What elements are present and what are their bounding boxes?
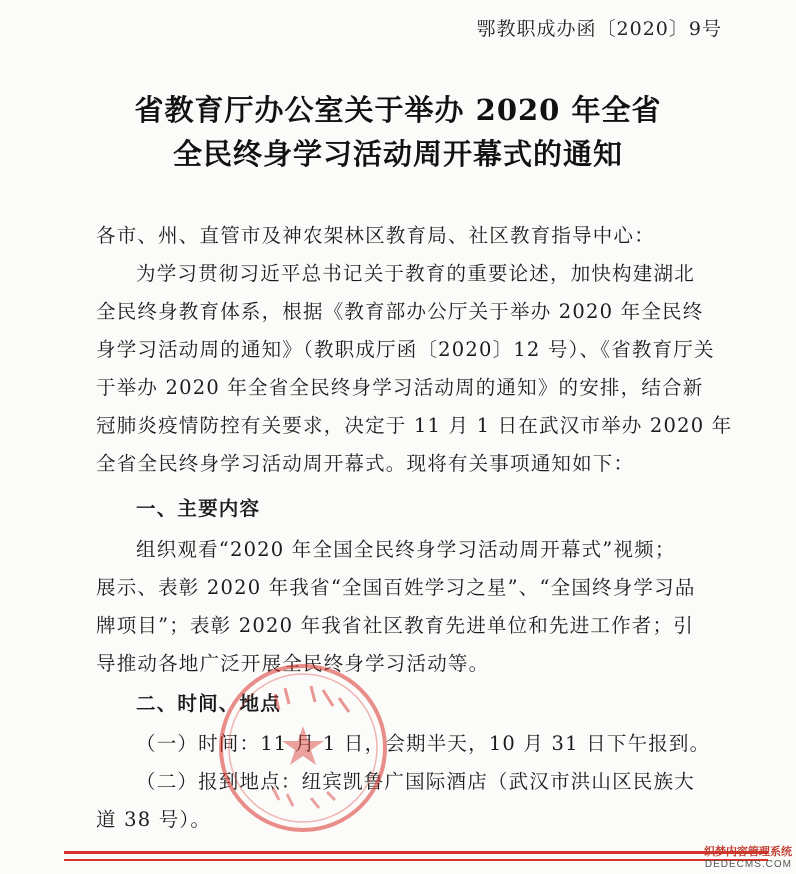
body-line: 全省全民终身学习活动周开幕式。现将有关事项通知如下：: [96, 452, 635, 475]
site-watermark: [674, 846, 792, 870]
body-line: 展示、表彰 2020 年我省“全国百姓学习之星”、“全国终身学习品: [96, 576, 696, 599]
body-line: 全民终身教育体系，根据《教育部办公厅关于举办 2020 年全民终: [96, 300, 704, 323]
body-line-time: （一）时间：11 月 1 日，会期半天，10 月 31 日下午报到。: [136, 732, 711, 755]
watermark-cn-text: 织梦内容管理系统: [704, 845, 792, 858]
document-title-line-1: 省教育厅办公室关于举办 2020 年全省: [134, 93, 662, 127]
body-line: 组织观看“2020 年全国全民终身学习活动周开幕式”视频；: [136, 538, 676, 561]
section-heading-time-place: 二、时间、地点: [136, 692, 281, 715]
salutation: 各市、州、直管市及神农架林区教育局、社区教育指导中心：: [96, 224, 655, 247]
section-heading-main-content: 一、主要内容: [136, 497, 261, 520]
body-line: 道 38 号）。: [96, 808, 212, 831]
body-line: 身学习活动周的通知》（教职成厅函〔2020〕12 号）、《省教育厅关: [96, 338, 715, 361]
body-line-location: （二）报到地点：纽宾凯鲁广国际酒店（武汉市洪山区民族大: [136, 770, 695, 793]
document-number: 鄂教职成办函〔2020〕9号: [476, 18, 722, 40]
body-line: 冠肺炎疫情防控有关要求，决定于 11 月 1 日在武汉市举办 2020 年: [96, 414, 733, 437]
document-title-line-2: 全民终身学习活动周开幕式的通知: [172, 137, 623, 171]
body-line: 牌项目”；表彰 2020 年我省社区教育先进单位和先进工作者；引: [96, 614, 694, 637]
watermark-en-text: DEDECMS.COM: [704, 858, 792, 870]
body-line: 导推动各地广泛开展全民终身学习活动等。: [96, 652, 490, 675]
body-line: 为学习贯彻习近平总书记关于教育的重要论述，加快构建湖北: [136, 262, 695, 285]
red-rule-lower: [64, 859, 768, 861]
body-line: 于举办 2020 年全省全民终身学习活动周的通知》的安排，结合新: [96, 376, 704, 399]
red-rule-upper: [64, 851, 768, 854]
